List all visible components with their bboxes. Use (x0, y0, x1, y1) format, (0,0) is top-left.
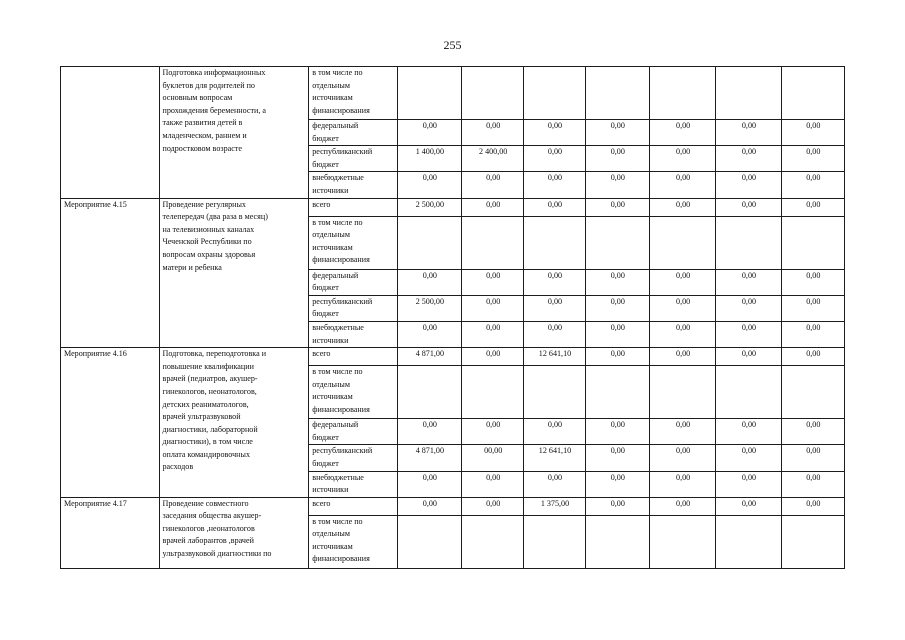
amount-cell: 0,00 (397, 497, 461, 515)
amount-cell: 0,00 (585, 146, 649, 172)
funding-source: федеральный бюджет (309, 419, 397, 445)
page-number: 255 (443, 38, 462, 52)
measure-description: Подготовка, переподготовка и повышение квалификации врачей (педиатров, акушер- гинекологов, неонатологов, детских реаниматологов, врачей ультразвуковой диагностики, лабораторной диагностики), в том числе оплата командировочных расходов (159, 348, 309, 498)
amount-cell: 0,00 (397, 471, 461, 497)
amount-cell: 0,00 (781, 198, 844, 216)
amount-cell (716, 515, 781, 568)
amount-cell: 0,00 (585, 445, 649, 471)
measure-code: Мероприятие 4.15 (61, 198, 160, 348)
table-row (61, 348, 845, 366)
amount-cell: 0,00 (462, 321, 524, 347)
funding-source: внебюджетные источники (309, 471, 397, 497)
budget-table (60, 66, 845, 569)
measure-code: Мероприятие 4.17 (61, 497, 160, 568)
amount-cell: 0,00 (397, 120, 461, 146)
amount-cell: 0,00 (716, 198, 781, 216)
amount-cell: 2 500,00 (397, 295, 461, 321)
amount-cell (397, 67, 461, 120)
amount-cell: 0,00 (585, 120, 649, 146)
amount-cell: 0,00 (397, 321, 461, 347)
amount-cell: 0,00 (462, 172, 524, 198)
amount-cell (524, 216, 585, 269)
amount-cell: 1 375,00 (524, 497, 585, 515)
amount-cell: 0,00 (524, 120, 585, 146)
funding-source: всего (309, 497, 397, 515)
funding-source: в том числе по отдельным источникам финансирования (309, 216, 397, 269)
amount-cell: 0,00 (585, 321, 649, 347)
amount-cell (649, 366, 715, 419)
amount-cell: 0,00 (524, 471, 585, 497)
amount-cell (397, 366, 461, 419)
measure-description: Проведение совместного заседания общества акушер- гинекологов ,неонатологов врачей лаборантов ,врачей ультразвуковой диагностики по (159, 497, 309, 568)
table-row (61, 67, 845, 120)
amount-cell: 0,00 (524, 295, 585, 321)
amount-cell: 0,00 (716, 497, 781, 515)
amount-cell: 0,00 (781, 348, 844, 366)
amount-cell: 0,00 (649, 321, 715, 347)
amount-cell (585, 67, 649, 120)
measure-code (61, 67, 160, 199)
funding-source: в том числе по отдельным источникам финансирования (309, 515, 397, 568)
funding-source: всего (309, 198, 397, 216)
amount-cell: 0,00 (462, 295, 524, 321)
amount-cell: 0,00 (524, 172, 585, 198)
amount-cell: 0,00 (781, 146, 844, 172)
funding-source: федеральный бюджет (309, 269, 397, 295)
amount-cell: 0,00 (585, 198, 649, 216)
amount-cell: 0,00 (716, 295, 781, 321)
amount-cell: 0,00 (781, 497, 844, 515)
amount-cell: 0,00 (781, 419, 844, 445)
amount-cell: 0,00 (649, 198, 715, 216)
amount-cell (716, 366, 781, 419)
amount-cell: 0,00 (716, 146, 781, 172)
amount-cell: 0,00 (649, 497, 715, 515)
amount-cell: 2 400,00 (462, 146, 524, 172)
amount-cell: 0,00 (585, 172, 649, 198)
amount-cell (781, 515, 844, 568)
amount-cell (649, 67, 715, 120)
amount-cell: 0,00 (781, 295, 844, 321)
amount-cell: 0,00 (524, 419, 585, 445)
amount-cell: 0,00 (716, 419, 781, 445)
amount-cell: 0,00 (524, 198, 585, 216)
funding-source: республиканский бюджет (309, 295, 397, 321)
measure-description: Подготовка информационных буклетов для родителей по основным вопросам прохождения беременности, а также развития детей в младенческом, раннем и подростковом возрасте (159, 67, 309, 199)
amount-cell: 0,00 (781, 269, 844, 295)
amount-cell: 2 500,00 (397, 198, 461, 216)
amount-cell: 0,00 (649, 471, 715, 497)
amount-cell: 0,00 (524, 146, 585, 172)
funding-source: внебюджетные источники (309, 321, 397, 347)
amount-cell: 0,00 (524, 321, 585, 347)
amount-cell: 4 871,00 (397, 348, 461, 366)
amount-cell: 0,00 (649, 348, 715, 366)
amount-cell: 0,00 (524, 269, 585, 295)
amount-cell: 0,00 (781, 120, 844, 146)
amount-cell: 0,00 (462, 497, 524, 515)
amount-cell (524, 515, 585, 568)
funding-source: республиканский бюджет (309, 146, 397, 172)
table-row (61, 497, 845, 515)
amount-cell: 0,00 (462, 348, 524, 366)
amount-cell (524, 67, 585, 120)
amount-cell: 0,00 (585, 419, 649, 445)
amount-cell: 0,00 (585, 348, 649, 366)
amount-cell: 0,00 (397, 269, 461, 295)
amount-cell (462, 366, 524, 419)
amount-cell: 0,00 (716, 445, 781, 471)
amount-cell (781, 366, 844, 419)
amount-cell: 0,00 (397, 419, 461, 445)
amount-cell (649, 216, 715, 269)
measure-code: Мероприятие 4.16 (61, 348, 160, 498)
amount-cell: 0,00 (781, 172, 844, 198)
amount-cell: 0,00 (649, 120, 715, 146)
amount-cell: 0,00 (585, 295, 649, 321)
amount-cell: 4 871,00 (397, 445, 461, 471)
amount-cell (716, 216, 781, 269)
funding-source: федеральный бюджет (309, 120, 397, 146)
amount-cell: 0,00 (781, 445, 844, 471)
amount-cell: 0,00 (716, 269, 781, 295)
amount-cell: 0,00 (781, 321, 844, 347)
amount-cell: 0,00 (716, 321, 781, 347)
amount-cell: 0,00 (462, 471, 524, 497)
amount-cell: 0,00 (716, 471, 781, 497)
amount-cell (524, 366, 585, 419)
amount-cell: 0,00 (649, 295, 715, 321)
amount-cell (462, 515, 524, 568)
amount-cell (585, 366, 649, 419)
amount-cell: 0,00 (462, 269, 524, 295)
amount-cell (397, 515, 461, 568)
amount-cell: 0,00 (585, 471, 649, 497)
amount-cell: 0,00 (462, 419, 524, 445)
amount-cell: 0,00 (462, 120, 524, 146)
amount-cell: 0,00 (781, 471, 844, 497)
amount-cell: 0,00 (716, 172, 781, 198)
amount-cell: 0,00 (585, 269, 649, 295)
amount-cell: 0,00 (585, 497, 649, 515)
funding-source: всего (309, 348, 397, 366)
funding-source: в том числе по отдельным источникам финансирования (309, 67, 397, 120)
amount-cell: 0,00 (649, 146, 715, 172)
amount-cell (585, 216, 649, 269)
amount-cell: 0,00 (649, 445, 715, 471)
amount-cell: 1 400,00 (397, 146, 461, 172)
funding-source: внебюджетные источники (309, 172, 397, 198)
amount-cell: 0,00 (649, 419, 715, 445)
amount-cell (781, 216, 844, 269)
amount-cell (716, 67, 781, 120)
amount-cell: 0,00 (462, 198, 524, 216)
amount-cell: 00,00 (462, 445, 524, 471)
funding-source: в том числе по отдельным источникам финансирования (309, 366, 397, 419)
amount-cell: 0,00 (397, 172, 461, 198)
measure-description: Проведение регулярных телепередач (два раза в месяц) на телевизионных каналах Чеченской Республики по вопросам охраны здоровья матери и ребенка (159, 198, 309, 348)
amount-cell: 0,00 (716, 348, 781, 366)
amount-cell: 0,00 (716, 120, 781, 146)
amount-cell: 0,00 (649, 172, 715, 198)
funding-source: республиканский бюджет (309, 445, 397, 471)
amount-cell (462, 216, 524, 269)
table-row (61, 198, 845, 216)
amount-cell (397, 216, 461, 269)
amount-cell: 0,00 (649, 269, 715, 295)
amount-cell (462, 67, 524, 120)
amount-cell (585, 515, 649, 568)
amount-cell: 12 641,10 (524, 445, 585, 471)
amount-cell: 12 641,10 (524, 348, 585, 366)
amount-cell (781, 67, 844, 120)
amount-cell (649, 515, 715, 568)
